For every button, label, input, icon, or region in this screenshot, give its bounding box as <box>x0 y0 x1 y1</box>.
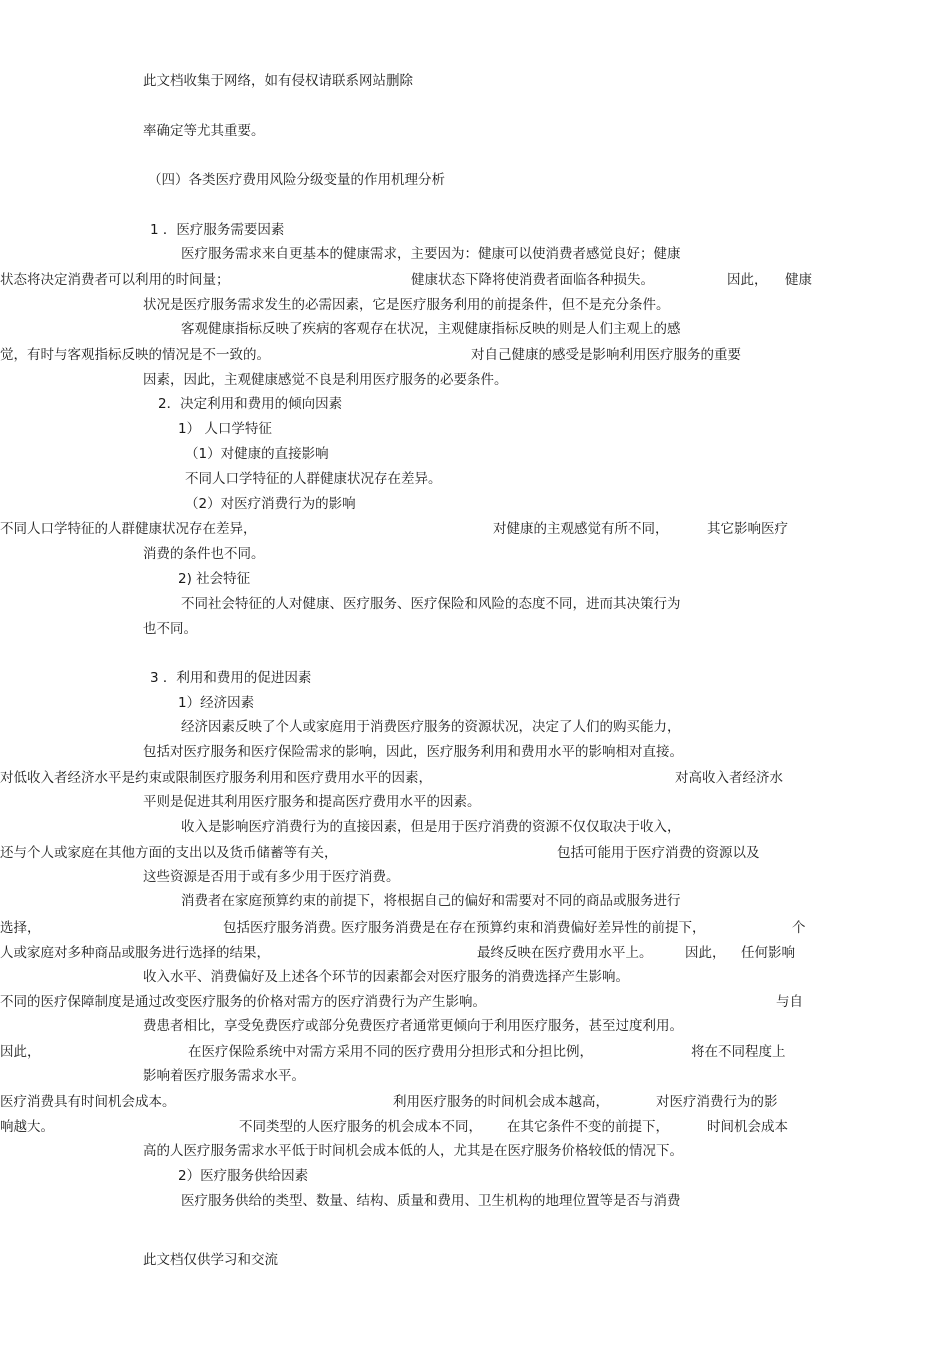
text-line: 费患者相比，享受免费医疗或部分免费医疗者通常更倾向于利用医疗服务，甚至过度利用。 <box>143 1018 683 1034</box>
text-segment: 医疗消费具有时间机会成本。 <box>0 1094 176 1110</box>
text-segment: 觉，有时与客观指标反映的情况是不一致的。 <box>0 347 270 363</box>
text-line: 收入是影响医疗消费行为的直接因素，但是用于医疗消费的资源不仅仅取决于收入， <box>181 819 681 835</box>
text-line: 高的人医疗服务需求水平低于时间机会成本低的人，尤其是在医疗服务价格较低的情况下。 <box>143 1143 683 1159</box>
footer-note: 此文档仅供学习和交流 <box>143 1252 278 1268</box>
text-line: 1 ．医疗服务需要因素 <box>150 222 285 238</box>
text-line: 2．决定利用和费用的倾向因素 <box>158 396 343 412</box>
text-line: 2) 社会特征 <box>178 571 251 587</box>
text-segment: 在医疗保险系统中对需方采用不同的医疗费用分担形式和分担比例， <box>188 1044 593 1060</box>
text-line: 消费者在家庭预算约束的前提下，将根据自己的偏好和需要对不同的商品或服务进行 <box>181 893 681 909</box>
text-segment: 对自己健康的感受是影响利用医疗服务的重要 <box>471 347 741 363</box>
text-line: 3 ．利用和费用的促进因素 <box>150 670 312 686</box>
text-line: 医疗服务供给的类型、数量、结构、质量和费用、卫生机构的地理位置等是否与消费 <box>181 1193 681 1209</box>
text-segment: 状态将决定消费者可以利用的时间量； <box>0 272 230 288</box>
text-line: 包括对医疗服务和医疗保险需求的影响，因此，医疗服务利用和费用水平的影响相对直接。 <box>143 744 683 760</box>
text-line: 经济因素反映了个人或家庭用于消费医疗服务的资源状况，决定了人们的购买能力， <box>181 719 681 735</box>
text-line: 平则是促进其利用医疗服务和提高医疗费用水平的因素。 <box>143 794 481 810</box>
text-segment: 健康 <box>785 272 812 288</box>
text-line: 这些资源是否用于或有多少用于医疗消费。 <box>143 869 400 885</box>
header-note: 此文档收集于网络，如有侵权请联系网站删除 <box>143 73 413 89</box>
text-line: 1）经济因素 <box>178 695 255 711</box>
text-segment: 不同的医疗保障制度是通过改变医疗服务的价格对需方的医疗消费行为产生影响。 <box>0 994 486 1010</box>
text-line: 因素，因此，主观健康感觉不良是利用医疗服务的必要条件。 <box>143 372 508 388</box>
text-line: 不同社会特征的人对健康、医疗服务、医疗保险和风险的态度不同，进而其决策行为 <box>181 596 681 612</box>
text-segment: 对健康的主观感觉有所不同， <box>493 521 669 537</box>
text-segment: 人或家庭对多种商品或服务进行选择的结果， <box>0 945 270 961</box>
text-segment: 对高收入者经济水 <box>675 770 783 786</box>
text-segment: 与自 <box>776 994 803 1010</box>
text-line: 2）医疗服务供给因素 <box>178 1168 309 1184</box>
text-segment: 时间机会成本 <box>707 1119 788 1135</box>
text-line: 1） 人口学特征 <box>178 421 272 437</box>
text-segment: 对医疗消费行为的影 <box>656 1094 778 1110</box>
text-segment: 因此， <box>727 272 768 288</box>
text-segment: 包括医疗服务消费。 <box>223 920 345 936</box>
text-segment: 利用医疗服务的时间机会成本越高， <box>393 1094 609 1110</box>
text-line: 状况是医疗服务需求发生的必需因素，它是医疗服务利用的前提条件，但不是充分条件。 <box>143 297 670 313</box>
text-segment: 包括可能用于医疗消费的资源以及 <box>557 845 760 861</box>
text-segment: 个 <box>792 920 806 936</box>
text-segment: 还与个人或家庭在其他方面的支出以及货币储蓄等有关， <box>0 845 338 861</box>
text-segment: 因此， <box>685 945 726 961</box>
text-line: 影响着医疗服务需求水平。 <box>143 1068 305 1084</box>
text-segment: 不同人口学特征的人群健康状况存在差异， <box>0 521 257 537</box>
text-line: （四）各类医疗费用风险分级变量的作用机理分析 <box>148 172 445 188</box>
text-line: （2）对医疗消费行为的影响 <box>185 496 356 512</box>
text-line: 也不同。 <box>143 621 197 637</box>
text-line: 率确定等尤其重要。 <box>143 123 265 139</box>
text-segment: 响越大。 <box>0 1119 54 1135</box>
text-segment: 健康状态下降将使消费者面临各种损失。 <box>411 272 654 288</box>
text-segment: 任何影响 <box>741 945 795 961</box>
text-line: （1）对健康的直接影响 <box>185 446 329 462</box>
text-line: 收入水平、消费偏好及上述各个环节的因素都会对医疗服务的消费选择产生影响。 <box>143 969 629 985</box>
text-segment: 因此， <box>0 1044 41 1060</box>
text-line: 客观健康指标反映了疾病的客观存在状况，主观健康指标反映的则是人们主观上的感 <box>181 321 681 337</box>
text-segment: 在其它条件不变的前提下， <box>507 1119 669 1135</box>
text-line: 消费的条件也不同。 <box>143 546 265 562</box>
text-segment: 其它影响医疗 <box>707 521 788 537</box>
text-segment: 最终反映在医疗费用水平上。 <box>477 945 653 961</box>
text-segment: 对低收入者经济水平是约束或限制医疗服务利用和医疗费用水平的因素， <box>0 770 432 786</box>
text-segment: 选择， <box>0 920 41 936</box>
text-segment: 不同类型的人医疗服务的机会成本不同， <box>239 1119 482 1135</box>
text-line: 不同人口学特征的人群健康状况存在差异。 <box>185 471 442 487</box>
text-segment: 医疗服务消费是在存在预算约束和消费偏好差异性的前提下， <box>341 920 706 936</box>
text-segment: 将在不同程度上 <box>691 1044 786 1060</box>
text-line: 医疗服务需求来自更基本的健康需求，主要因为：健康可以使消费者感觉良好；健康 <box>181 246 681 262</box>
